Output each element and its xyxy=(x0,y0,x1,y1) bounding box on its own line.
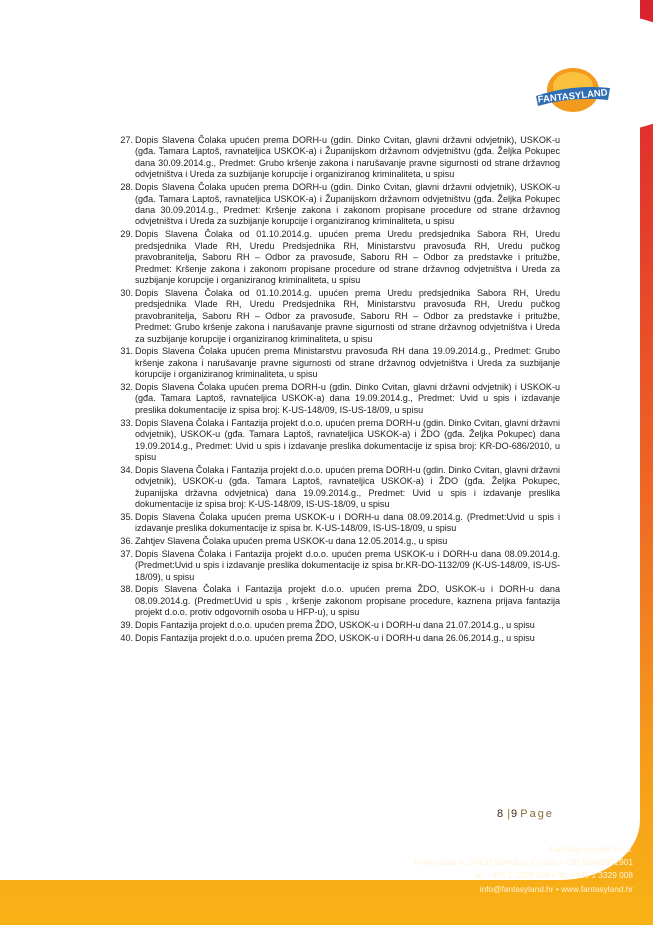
list-item-number: 32. xyxy=(120,382,133,392)
page-total: 9 xyxy=(511,808,518,820)
list-item-number: 40. xyxy=(120,632,133,643)
list-item-text: Dopis Slavena Čolaka upućen prema DORH-u (gdin. Dinko Cvitan, glavni državni odvjetnik), USKOK-u (gđa. Tamara Laptoš, ravnateljica USKOK-a) i Županijskom državnom odvjetništvu (gđa. Željka Pokupec dana 30.09.2014.g., Predmet: Grubo kršenje zakona i narušavanje pravne sigurnosti od strane državnog odvjetništva i Ureda za suzbijanje korupcije i organiziranog kriminaliteta, u spisu xyxy=(135,135,560,180)
list-item-number: 27. xyxy=(120,135,133,145)
list-item xyxy=(113,135,560,181)
list-item xyxy=(113,382,560,416)
list-item xyxy=(113,549,560,583)
footer-address: Perkovčeva 9, 10430 Samobor, Croatia • OIB 93493372901 xyxy=(413,857,633,868)
list-item-number: 31. xyxy=(120,346,133,357)
footer-phone: tel. +385 1 3329 000 • fax +385 1 3329 008 xyxy=(473,870,633,881)
list-item-number: 38. xyxy=(120,584,133,595)
list-item xyxy=(113,512,560,535)
document-list xyxy=(113,135,560,646)
list-item-text: Dopis Slavena Čolaka upućen prema DORH-u (gdin. Dinko Cvitan, glavni državni odvjetnik) i USKOK-u (gđa. Tamara Laptoš, ravnateljica USKOK-a) dana 19.09.2014.g., Predmet: Uvid u spis i izdavanje preslika dokumentacije iz spisa broj: K-US-148/09, IS-US-18/09, u spisu xyxy=(135,382,560,415)
list-item-text: Dopis Slavena Čolaka i Fantazija projekt d.o.o. upućen prema USKOK-u i DORH-u dana 08.09.2014.g. (Predmet:Uvid u spis i izdavanje preslika dokumentacije iz spisa br.KR-DO-1132/09 (K-US-148/09, IS-US-18/09), u spisu xyxy=(135,548,560,582)
list-item xyxy=(113,288,560,345)
footer-company: Fantazija projekt d.o.o. xyxy=(549,844,633,854)
list-item-text: Dopis Slavena Čolaka i Fantazija projekt d.o.o. upućen prema ŽDO, USKOK-u i DORH-u dana 08.09.2014.g. (Predmet:Uvid u spis , kršenje zakonom propisane procedure, kaznena prijava fantazija projekt d.o.o. protiv odgovornih osoba u HFP-u), u spisu xyxy=(135,584,560,618)
fantasyland-logo-icon xyxy=(532,66,614,116)
list-item xyxy=(113,536,560,547)
list-item-number: 39. xyxy=(120,620,133,631)
list-item-text: Zahtjev Slavena Čolaka upućen prema USKOK-u dana 12.05.2014.g., u spisu xyxy=(135,536,448,547)
list-item-text: Dopis Slavena Čolaka i Fantazija projekt d.o.o. upućen prema DORH-u (gdin. Dinko Cvitan, glavni državni odvjetnik), USKOK-u (gđa. Tamara Laptoš, ravnateljica USKOK-a) i ŽDO (gđa. Željka Pokupec, županijska državna odvjetnica) dana 19.09.2014.g., Predmet: Uvid u spis i izdavanje preslika dokumentacije iz spisa broj: K-US-148/09, IS-US-18/09, u spisu xyxy=(135,464,560,510)
list-item xyxy=(113,418,560,464)
list-item xyxy=(113,620,560,631)
page-current: 8 xyxy=(497,808,504,820)
list-item-text: Dopis Slavena Čolaka od 01.10.2014.g. upućen prema Uredu predsjednika Sabora RH, Uredu predsjednika Vlade RH, Uredu Predsjednika RH, Ministarstvu pravosuđa RH, Uredu pučkog pravobranitelja, Saboru RH – Odbor za pravosuđe, Saboru RH – Odbor za predstavke i pritužbe, Predmet: Grubo kršenje zakona i narušavanje pravne sigurnosti od strane državnog odvjetništva i Ureda za suzbijanje korupcije i organiziranog kriminaliteta, u spisu xyxy=(135,287,560,344)
list-item-number: 34. xyxy=(120,464,133,475)
list-item-text: Dopis Slavena Čolaka upućen prema USKOK-u i DORH-u dana 08.09.2014.g. (Predmet:Uvid u spis i izdavanje preslika dokumentacije iz spisa br. K-US-148/09, IS-US-18/09, u spisu xyxy=(135,511,560,534)
list-item xyxy=(113,584,560,618)
list-item-number: 28. xyxy=(120,182,133,193)
list-item-number: 35. xyxy=(120,511,133,522)
list-item-number: 33. xyxy=(120,417,133,428)
list-item-text: Dopis Fantazija projekt d.o.o. upućen prema ŽDO, USKOK-u i DORH-u dana 26.06.2014.g., u spisu xyxy=(135,632,535,643)
logo-wordmark: FANTASYLAND xyxy=(537,87,609,106)
list-item-number: 29. xyxy=(120,229,133,240)
list-item xyxy=(113,465,560,511)
list-item-number: 37. xyxy=(120,548,133,559)
footer xyxy=(413,843,633,896)
footer-contact: info@fantasyland.hr • www.fantasyland.hr xyxy=(479,883,633,894)
fantasyland-logo xyxy=(532,66,614,116)
page-separator: | xyxy=(507,808,511,820)
list-item-text: Dopis Slavena Čolaka upućen prema Ministarstvu pravosuđa RH dana 19.09.2014.g., Predmet: Grubo kršenje zakona i narušavanje pravne sigurnosti od strane državnog odvjetništva i Ureda za suzbijanje korupcije i organiziranog kriminaliteta, u spisu xyxy=(135,346,560,380)
list-item-text: Dopis Slavena Čolaka od 01.10.2014.g. upućen prema Uredu predsjednika Sabora RH, Uredu predsjednika Vlade RH, Uredu Predsjednika RH, Ministarstvu pravosuđa RH, Uredu pučkog pravobranitelja, Saboru RH – Odbor za pravosuđe, Saboru RH – Odbor za predstavke i pritužbe, Predmet: Kršenje zakona i zakonom propisane procedure od strane državnog odvjetništva i Ureda za suzbijanje korupcije i organiziranog kriminaliteta, u spisu xyxy=(135,229,560,286)
page-number xyxy=(497,808,554,820)
list-item-text: Dopis Slavena Čolaka upućen prema DORH-u (gdin. Dinko Cvitan, glavni državni odvjetnik), USKOK-u (gđa. Tamara Laptoš, ravnateljica USKOK-a) i Županijskom državnom odvjetništvu (gđa. Željka Pokupec dana 30.09.2014.g., Predmet: Kršenje zakona i zakonom propisane procedure od strane državnog odvjetništva i Ureda za suzbijanje korupcije i organiziranog kriminaliteta, u spisu xyxy=(135,182,560,227)
list-item-text: Dopis Slavena Čolaka i Fantazija projekt d.o.o. upućen prema DORH-u (gdin. Dinko Cvitan, glavni državni odvjetnik), USKOK-u (gđa. Tamara Laptoš, ravnateljica USKOK-a) i ŽDO (gđa. Željka Pokupec) dana 19.09.2014.g., Predmet: Uvid u spis i izdavanje preslika dokumentacije iz spisa broj: KR-DO-686/2010, u spisu xyxy=(135,417,560,463)
list-item xyxy=(113,229,560,286)
list-item-number: 36. xyxy=(120,536,133,547)
list-item-text: Dopis Fantazija projekt d.o.o. upućen prema ŽDO, USKOK-u i DORH-u dana 21.07.2014.g., u spisu xyxy=(135,620,535,631)
list-item-number: 30. xyxy=(120,287,133,298)
list-item xyxy=(113,633,560,644)
page-label: Page xyxy=(520,808,554,820)
list-item xyxy=(113,346,560,380)
list-item xyxy=(113,182,560,228)
